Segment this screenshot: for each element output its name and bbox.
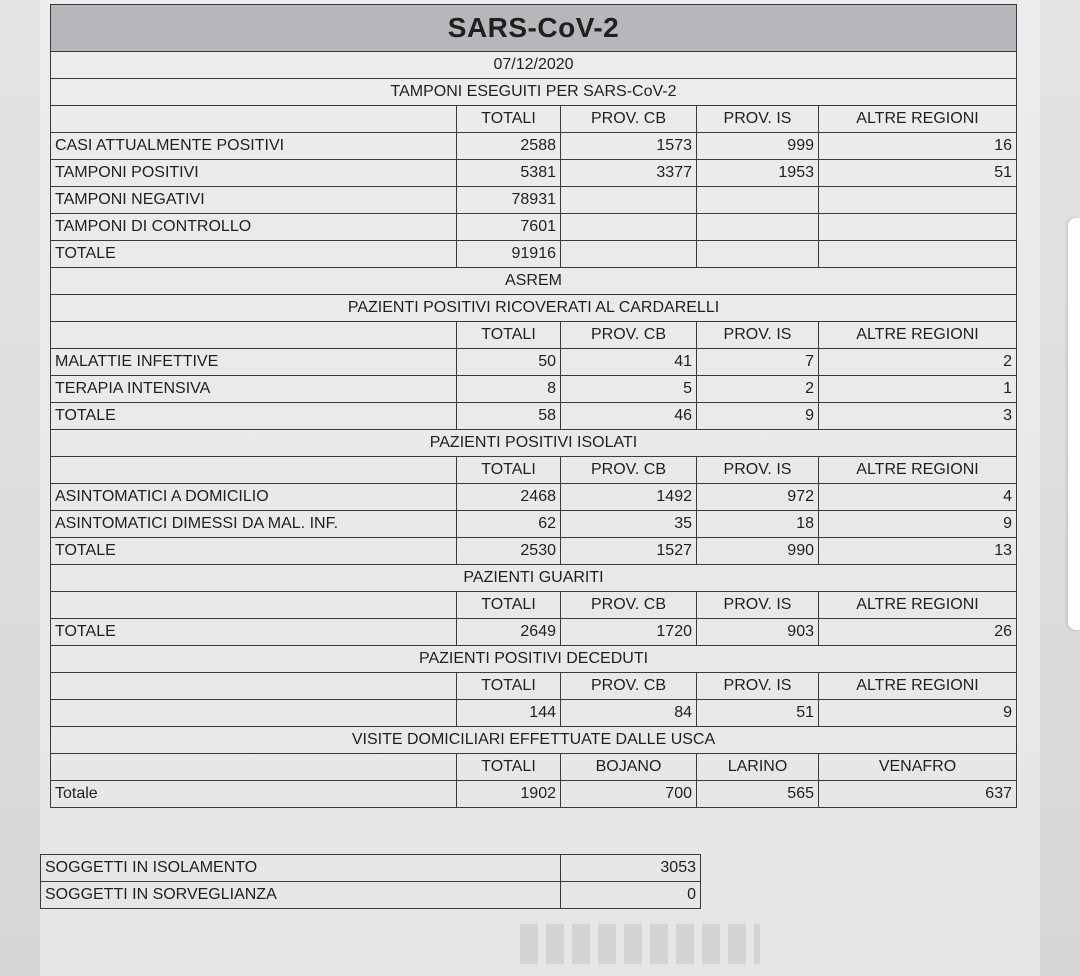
table-row	[41, 882, 701, 909]
cell-value: 8	[457, 376, 561, 403]
cell-value	[561, 214, 697, 241]
cell-value: 1527	[561, 538, 697, 565]
table-row	[51, 241, 1017, 268]
cell-value: 62	[457, 511, 561, 538]
section-heading-tamponi: TAMPONI ESEGUITI PER SARS-CoV-2	[51, 79, 1017, 106]
cell-value: 2649	[457, 619, 561, 646]
cell-value: 51	[819, 160, 1017, 187]
cell-value	[819, 241, 1017, 268]
table-row	[51, 700, 1017, 727]
table-row	[51, 538, 1017, 565]
column-header: VENAFRO	[819, 754, 1017, 781]
table-header-row	[51, 592, 1017, 619]
column-header: PROV. IS	[697, 106, 819, 133]
row-label: TOTALE	[51, 241, 457, 268]
cell-value: 3377	[561, 160, 697, 187]
column-header: ALTRE REGIONI	[819, 106, 1017, 133]
column-header: PROV. IS	[697, 673, 819, 700]
row-label	[51, 700, 457, 727]
cell-value: 2	[819, 349, 1017, 376]
cell-value: 26	[819, 619, 1017, 646]
table-row	[41, 855, 701, 882]
column-header: PROV. IS	[697, 457, 819, 484]
cell-value: 1902	[457, 781, 561, 808]
table-row	[51, 781, 1017, 808]
table-header-row	[51, 754, 1017, 781]
cell-value: 5381	[457, 160, 561, 187]
soggetti-table	[40, 854, 701, 909]
table-row	[51, 187, 1017, 214]
faded-bleed-through-text	[520, 924, 760, 964]
table-row	[51, 619, 1017, 646]
cell-value: 9	[697, 403, 819, 430]
column-header: PROV. IS	[697, 592, 819, 619]
column-header: ALTRE REGIONI	[819, 457, 1017, 484]
cell-value: 35	[561, 511, 697, 538]
cell-value: 41	[561, 349, 697, 376]
table-row	[51, 214, 1017, 241]
cell-value: 46	[561, 403, 697, 430]
row-label: TAMPONI NEGATIVI	[51, 187, 457, 214]
section-heading-guariti: PAZIENTI GUARITI	[51, 565, 1017, 592]
cell-value: 7	[697, 349, 819, 376]
column-header: TOTALI	[457, 754, 561, 781]
row-label: SOGGETTI IN SORVEGLIANZA	[41, 882, 561, 909]
column-header: LARINO	[697, 754, 819, 781]
cell-value: 972	[697, 484, 819, 511]
column-header: PROV. IS	[697, 322, 819, 349]
cell-value: 2530	[457, 538, 561, 565]
cell-value: 58	[457, 403, 561, 430]
cell-value: 18	[697, 511, 819, 538]
column-header: PROV. CB	[561, 673, 697, 700]
scroll-handle[interactable]	[1068, 218, 1080, 630]
cell-value: 50	[457, 349, 561, 376]
cell-value: 5	[561, 376, 697, 403]
column-header: TOTALI	[457, 592, 561, 619]
table-header-row	[51, 673, 1017, 700]
cell-value: 2588	[457, 133, 561, 160]
cell-value: 2468	[457, 484, 561, 511]
table-row	[51, 376, 1017, 403]
cell-value: 4	[819, 484, 1017, 511]
row-label: TOTALE	[51, 538, 457, 565]
column-header: ALTRE REGIONI	[819, 673, 1017, 700]
cell-value: 565	[697, 781, 819, 808]
column-header: PROV. CB	[561, 322, 697, 349]
cell-value	[819, 214, 1017, 241]
section-heading-usca: VISITE DOMICILIARI EFFETTUATE DALLE USCA	[51, 727, 1017, 754]
section-heading-deceduti: PAZIENTI POSITIVI DECEDUTI	[51, 646, 1017, 673]
column-header: TOTALI	[457, 457, 561, 484]
row-label: MALATTIE INFETTIVE	[51, 349, 457, 376]
cell-value: 3053	[561, 855, 701, 882]
cell-value: 1720	[561, 619, 697, 646]
table-row	[51, 133, 1017, 160]
report-date: 07/12/2020	[51, 52, 1017, 79]
cell-value: 1573	[561, 133, 697, 160]
cell-value: 16	[819, 133, 1017, 160]
cell-value	[561, 187, 697, 214]
cell-value: 9	[819, 700, 1017, 727]
row-label: ASINTOMATICI DIMESSI DA MAL. INF.	[51, 511, 457, 538]
covid-report-table	[50, 4, 1017, 808]
cell-value	[697, 241, 819, 268]
blank-cell	[51, 457, 457, 484]
row-label: Totale	[51, 781, 457, 808]
cell-value: 637	[819, 781, 1017, 808]
column-header: PROV. CB	[561, 457, 697, 484]
column-header: TOTALI	[457, 106, 561, 133]
column-header: BOJANO	[561, 754, 697, 781]
cell-value: 144	[457, 700, 561, 727]
table-row	[51, 349, 1017, 376]
cell-value: 999	[697, 133, 819, 160]
blank-cell	[51, 106, 457, 133]
column-header: TOTALI	[457, 322, 561, 349]
cell-value: 9	[819, 511, 1017, 538]
blank-cell	[51, 592, 457, 619]
cell-value: 0	[561, 882, 701, 909]
cell-value: 7601	[457, 214, 561, 241]
row-label: TERAPIA INTENSIVA	[51, 376, 457, 403]
section-heading-ricoverati: PAZIENTI POSITIVI RICOVERATI AL CARDARELLI	[51, 295, 1017, 322]
cell-value	[697, 187, 819, 214]
blank-cell	[51, 322, 457, 349]
cell-value: 1	[819, 376, 1017, 403]
cell-value: 990	[697, 538, 819, 565]
table-header-row	[51, 322, 1017, 349]
row-label: CASI ATTUALMENTE POSITIVI	[51, 133, 457, 160]
cell-value: 1953	[697, 160, 819, 187]
cell-value: 51	[697, 700, 819, 727]
row-label: TOTALE	[51, 619, 457, 646]
cell-value: 84	[561, 700, 697, 727]
table-header-row	[51, 457, 1017, 484]
cell-value	[819, 187, 1017, 214]
cell-value: 1492	[561, 484, 697, 511]
row-label: TAMPONI DI CONTROLLO	[51, 214, 457, 241]
table-row	[51, 511, 1017, 538]
row-label: SOGGETTI IN ISOLAMENTO	[41, 855, 561, 882]
row-label: TAMPONI POSITIVI	[51, 160, 457, 187]
table-row	[51, 484, 1017, 511]
cell-value: 700	[561, 781, 697, 808]
cell-value	[697, 214, 819, 241]
cell-value: 3	[819, 403, 1017, 430]
column-header: ALTRE REGIONI	[819, 322, 1017, 349]
blank-cell	[51, 673, 457, 700]
row-label: TOTALE	[51, 403, 457, 430]
cell-value: 13	[819, 538, 1017, 565]
column-header: ALTRE REGIONI	[819, 592, 1017, 619]
cell-value	[561, 241, 697, 268]
cell-value: 91916	[457, 241, 561, 268]
row-label: ASINTOMATICI A DOMICILIO	[51, 484, 457, 511]
column-header: PROV. CB	[561, 592, 697, 619]
cell-value: 78931	[457, 187, 561, 214]
table-row	[51, 160, 1017, 187]
section-heading-asrem: ASREM	[51, 268, 1017, 295]
section-heading-isolati: PAZIENTI POSITIVI ISOLATI	[51, 430, 1017, 457]
table-header-row	[51, 106, 1017, 133]
column-header: PROV. CB	[561, 106, 697, 133]
cell-value: 903	[697, 619, 819, 646]
cell-value: 2	[697, 376, 819, 403]
report-title: SARS-CoV-2	[51, 5, 1017, 52]
blank-cell	[51, 754, 457, 781]
table-row	[51, 403, 1017, 430]
column-header: TOTALI	[457, 673, 561, 700]
